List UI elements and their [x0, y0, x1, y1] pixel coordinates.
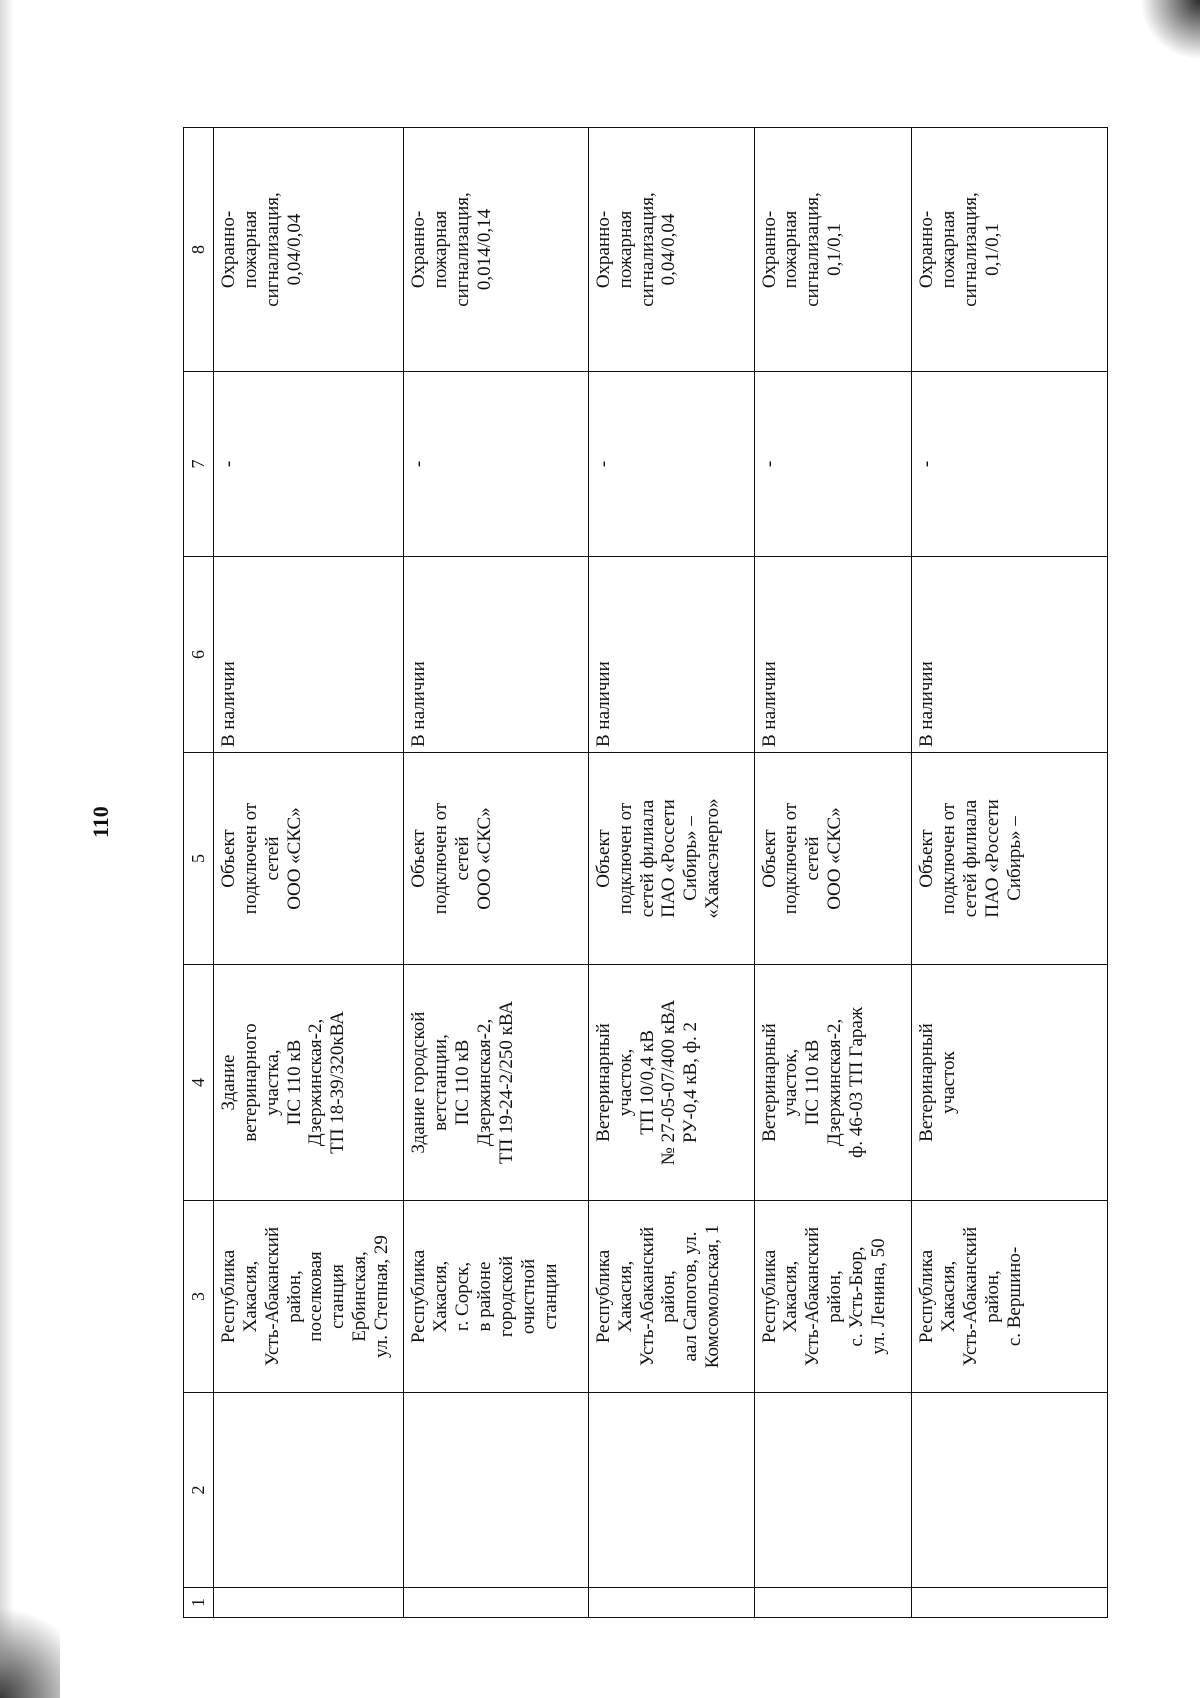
- column-header-6: 6: [184, 557, 214, 753]
- cell-text-line: Дзержинская-2,: [473, 1018, 495, 1147]
- cell-text-line: 0,1/0,1: [981, 223, 1003, 276]
- cell-text-line: Комсомольская, 1: [702, 1224, 724, 1369]
- cell-text-line: Охранно-: [592, 210, 614, 289]
- table-row: [754, 128, 911, 1618]
- table-row: [404, 128, 588, 1618]
- cell-text-line: участок,: [780, 1048, 802, 1117]
- cell-text-line: ул. Степная, 29: [370, 1235, 392, 1358]
- cell-text-line: ТП 10/0,4 кВ: [636, 1030, 658, 1135]
- cell-text-line: Сибирь» –: [1003, 816, 1025, 901]
- cell-text-line: ТП 19-24-2/250 кВА: [495, 1000, 517, 1165]
- cell-text-line: Объект: [218, 829, 240, 888]
- cell-col-7: [912, 372, 1108, 557]
- cell-col-4: [588, 965, 754, 1201]
- cell-text-line: В наличии: [758, 661, 780, 747]
- cell-text-line: Объект: [916, 829, 938, 888]
- cell-col-6: [754, 557, 911, 753]
- cell-text-line: Ветеринарный: [916, 1023, 938, 1142]
- cell-text-line: участка,: [261, 1049, 283, 1116]
- cell-text-line: Охранно-: [218, 210, 240, 289]
- column-header-4: 4: [184, 965, 214, 1201]
- cell-text-line: Республика: [758, 1249, 780, 1344]
- column-header-7: 7: [184, 372, 214, 557]
- table-row: [214, 128, 404, 1618]
- cell-text-line: пожарная: [780, 210, 802, 289]
- table-body: [184, 128, 1108, 1618]
- cell-text-line: В наличии: [408, 661, 430, 747]
- cell-text-line: участок,: [614, 1048, 636, 1117]
- cell-text-line: 0,1/0,1: [824, 223, 846, 276]
- cell-text-line: Ербинская,: [349, 1251, 371, 1342]
- cell-col-8: [404, 128, 588, 372]
- cell-text-line: станция: [327, 1264, 349, 1329]
- cell-text-line: Охранно-: [408, 210, 430, 289]
- cell-text-line: район,: [283, 1270, 305, 1323]
- cell-text-line: в районе: [473, 1261, 495, 1332]
- cell-text-line: сигнализация,: [636, 192, 658, 307]
- facilities-table: [183, 127, 1108, 1618]
- cell-text-line: Здание городской: [408, 1011, 430, 1154]
- cell-col-2: [404, 1393, 588, 1588]
- scan-shadow-left: [0, 0, 14, 1698]
- cell-text-line: Сибирь» –: [680, 816, 702, 901]
- cell-col-5: [588, 753, 754, 965]
- cell-text-line: -: [408, 460, 430, 468]
- cell-col-3: [754, 1201, 911, 1393]
- cell-text-line: Усть-Абаканский: [959, 1226, 981, 1367]
- cell-text-line: пожарная: [430, 210, 452, 289]
- cell-text-line: ПАО «Россети: [658, 799, 680, 918]
- table-row: [588, 128, 754, 1618]
- cell-text-line: сигнализация,: [802, 192, 824, 307]
- cell-text-line: поселковая: [305, 1251, 327, 1342]
- header-row: [184, 128, 214, 1618]
- cell-text-line: Охранно-: [758, 210, 780, 289]
- cell-text-line: Усть-Абаканский: [261, 1226, 283, 1367]
- cell-text-line: подключен от: [780, 802, 802, 915]
- cell-text-line: Объект: [408, 829, 430, 888]
- cell-text-line: Республика: [408, 1249, 430, 1344]
- cell-text-line: Хакасия,: [430, 1260, 452, 1333]
- cell-text-line: 0,04/0,04: [658, 213, 680, 286]
- cell-text-line: сетей: [452, 836, 474, 881]
- cell-text-line: Республика: [916, 1249, 938, 1344]
- cell-col-8: [588, 128, 754, 372]
- cell-text-line: очистной: [517, 1258, 539, 1335]
- cell-text-line: станции: [539, 1263, 561, 1330]
- cell-text-line: ул. Ленина, 50: [867, 1238, 889, 1355]
- cell-text-line: пожарная: [239, 210, 261, 289]
- cell-text-line: подключен от: [430, 802, 452, 915]
- cell-text-line: Республика: [218, 1249, 240, 1344]
- scan-shadow-top-right: [1140, 0, 1200, 60]
- column-header-2: 2: [184, 1393, 214, 1588]
- cell-text-line: Усть-Абаканский: [802, 1226, 824, 1367]
- cell-text-line: ООО «СКС»: [824, 807, 846, 910]
- cell-col-4: [912, 965, 1108, 1201]
- cell-text-line: Ветеринарный: [758, 1023, 780, 1142]
- cell-col-1: [214, 1588, 404, 1618]
- cell-col-4: [214, 965, 404, 1201]
- cell-text-line: подключен от: [937, 802, 959, 915]
- column-header-1: 1: [184, 1588, 214, 1618]
- cell-text-line: № 27-05-07/400 кВА: [658, 999, 680, 1166]
- cell-col-4: [404, 965, 588, 1201]
- cell-col-3: [214, 1201, 404, 1393]
- cell-text-line: район,: [981, 1270, 1003, 1323]
- cell-col-5: [214, 753, 404, 965]
- scan-shadow-bottom-left: [0, 1588, 60, 1698]
- cell-col-6: [214, 557, 404, 753]
- cell-col-7: [214, 372, 404, 557]
- cell-text-line: Объект: [592, 829, 614, 888]
- page-number: 110: [88, 806, 113, 838]
- cell-text-line: «Хакасэнерго»: [702, 798, 724, 919]
- cell-col-5: [754, 753, 911, 965]
- cell-text-line: ПС 110 кВ: [802, 1039, 824, 1126]
- cell-col-6: [912, 557, 1108, 753]
- cell-text-line: пожарная: [614, 210, 636, 289]
- cell-col-2: [912, 1393, 1108, 1588]
- cell-text-line: Хакасия,: [937, 1260, 959, 1333]
- cell-text-line: сигнализация,: [452, 192, 474, 307]
- cell-col-4: [754, 965, 911, 1201]
- cell-col-7: [588, 372, 754, 557]
- cell-col-8: [912, 128, 1108, 372]
- cell-text-line: сетей: [802, 836, 824, 881]
- cell-text-line: сигнализация,: [261, 192, 283, 307]
- cell-col-6: [588, 557, 754, 753]
- cell-text-line: подключен от: [614, 802, 636, 915]
- cell-text-line: Дзержинская-2,: [305, 1018, 327, 1147]
- cell-text-line: городской: [495, 1255, 517, 1338]
- cell-text-line: пожарная: [937, 210, 959, 289]
- cell-col-3: [912, 1201, 1108, 1393]
- cell-text-line: сигнализация,: [959, 192, 981, 307]
- column-header-5: 5: [184, 753, 214, 965]
- cell-col-8: [754, 128, 911, 372]
- cell-text-line: 0,04/0,04: [283, 213, 305, 286]
- cell-col-1: [404, 1588, 588, 1618]
- cell-text-line: Ветеринарный: [592, 1023, 614, 1142]
- cell-col-1: [588, 1588, 754, 1618]
- rotated-table-wrapper: [183, 128, 1108, 1618]
- cell-text-line: -: [218, 460, 240, 468]
- cell-text-line: ТП 18-39/320кВА: [327, 1011, 349, 1154]
- cell-text-line: ПС 110 кВ: [283, 1039, 305, 1126]
- cell-text-line: Охранно-: [916, 210, 938, 289]
- cell-text-line: ООО «СКС»: [283, 807, 305, 910]
- cell-text-line: ПС 110 кВ: [452, 1039, 474, 1126]
- cell-text-line: В наличии: [218, 661, 240, 747]
- cell-col-3: [404, 1201, 588, 1393]
- cell-text-line: -: [758, 460, 780, 468]
- cell-text-line: В наличии: [592, 661, 614, 747]
- cell-col-7: [404, 372, 588, 557]
- cell-col-2: [214, 1393, 404, 1588]
- cell-col-7: [754, 372, 911, 557]
- cell-col-1: [912, 1588, 1108, 1618]
- cell-col-1: [754, 1588, 911, 1618]
- cell-text-line: аал Сапогов, ул.: [680, 1231, 702, 1362]
- cell-col-6: [404, 557, 588, 753]
- cell-text-line: ветстанции,: [430, 1034, 452, 1131]
- cell-col-8: [214, 128, 404, 372]
- cell-text-line: Дзержинская-2,: [824, 1018, 846, 1147]
- cell-text-line: район,: [658, 1270, 680, 1323]
- cell-text-line: В наличии: [916, 661, 938, 747]
- cell-text-line: РУ-0,4 кВ, ф. 2: [680, 1021, 702, 1144]
- cell-text-line: сетей филиала: [636, 799, 658, 918]
- cell-text-line: -: [916, 460, 938, 468]
- column-header-8: 8: [184, 128, 214, 372]
- cell-text-line: ветеринарного: [239, 1023, 261, 1142]
- cell-col-3: [588, 1201, 754, 1393]
- cell-text-line: район,: [824, 1270, 846, 1323]
- cell-text-line: Усть-Абаканский: [636, 1226, 658, 1367]
- cell-text-line: участок: [937, 1051, 959, 1114]
- cell-text-line: Объект: [758, 829, 780, 888]
- table-row: [912, 128, 1108, 1618]
- cell-text-line: Здание: [218, 1054, 240, 1111]
- cell-text-line: Хакасия,: [780, 1260, 802, 1333]
- cell-text-line: Хакасия,: [239, 1260, 261, 1333]
- cell-text-line: сетей: [261, 836, 283, 881]
- cell-text-line: ООО «СКС»: [473, 807, 495, 910]
- cell-col-2: [754, 1393, 911, 1588]
- cell-col-5: [404, 753, 588, 965]
- cell-text-line: подключен от: [239, 802, 261, 915]
- cell-text-line: ф. 46-03 ТП Гараж: [846, 1007, 868, 1158]
- cell-text-line: -: [592, 460, 614, 468]
- column-header-3: 3: [184, 1201, 214, 1393]
- cell-text-line: с. Усть-Бюр,: [846, 1246, 868, 1347]
- cell-text-line: ПАО «Россети: [981, 799, 1003, 918]
- cell-text-line: Республика: [592, 1249, 614, 1344]
- cell-text-line: 0,014/0,14: [473, 208, 495, 291]
- cell-text-line: сетей филиала: [959, 799, 981, 918]
- cell-text-line: Хакасия,: [614, 1260, 636, 1333]
- cell-col-2: [588, 1393, 754, 1588]
- cell-text-line: г. Сорск,: [452, 1261, 474, 1332]
- cell-col-5: [912, 753, 1108, 965]
- cell-text-line: с. Вершино-: [1003, 1246, 1025, 1347]
